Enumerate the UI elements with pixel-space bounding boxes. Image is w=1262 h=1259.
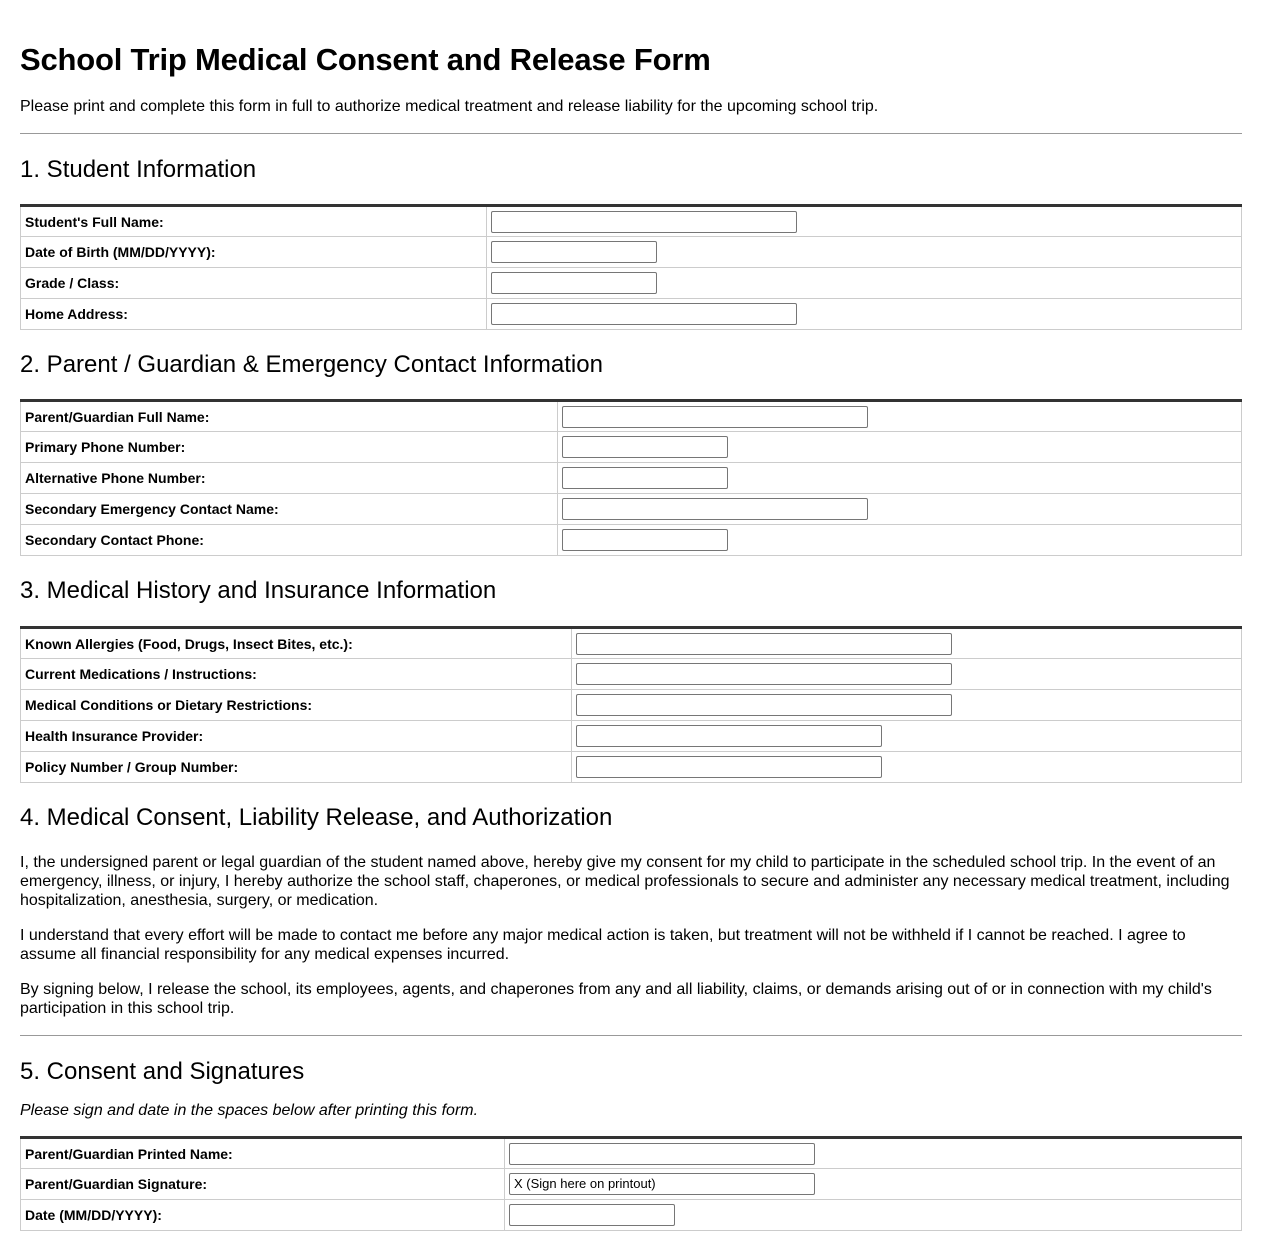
table-row: [21, 1138, 1242, 1169]
field-label: Home Address:: [21, 299, 487, 330]
divider: [20, 1035, 1242, 1036]
table-row: [21, 659, 1242, 690]
section-heading-guardian: 2. Parent / Guardian & Emergency Contact Information: [20, 351, 603, 378]
secondary-contact-name-input[interactable]: [562, 498, 868, 520]
consent-paragraph: I, the undersigned parent or legal guardian of the student named above, hereby give my consent for my child to participate in the scheduled school trip. In the event of an emergency, illness, or injury, I hereby authorize the school staff, chaperones, or medical professionals to secure and administer any necessary medical treatment, including hospitalization, anesthesia, surgery, or medication.: [20, 854, 1230, 909]
field-label: Primary Phone Number:: [21, 432, 558, 463]
field-label: Current Medications / Instructions:: [21, 659, 572, 690]
student-info-table: [20, 204, 1242, 330]
table-row: [21, 525, 1242, 556]
home-address-input[interactable]: [491, 303, 797, 325]
field-label: Parent/Guardian Signature:: [21, 1169, 505, 1200]
field-label: Grade / Class:: [21, 268, 487, 299]
table-row: [21, 237, 1242, 268]
divider: [20, 133, 1242, 134]
signature-date-input[interactable]: [509, 1204, 675, 1226]
field-label: Health Insurance Provider:: [21, 721, 572, 752]
field-label: Secondary Emergency Contact Name:: [21, 494, 558, 525]
field-label: Known Allergies (Food, Drugs, Insect Bites, etc.):: [21, 628, 572, 659]
table-row: [21, 1200, 1242, 1231]
section-heading-medical: 3. Medical History and Insurance Information: [20, 577, 497, 604]
secondary-contact-phone-input[interactable]: [562, 529, 728, 551]
section-heading-consent: 4. Medical Consent, Liability Release, and Authorization: [20, 804, 613, 831]
date-of-birth-input[interactable]: [491, 241, 657, 263]
medications-input[interactable]: [576, 663, 952, 685]
consent-paragraph: I understand that every effort will be made to contact me before any major medical action is taken, but treatment will not be withheld if I cannot be reached. I agree to assume all financial responsibility for any medical expenses incurred.: [20, 927, 1186, 963]
table-row: [21, 752, 1242, 783]
grade-class-input[interactable]: [491, 272, 657, 294]
page-title: School Trip Medical Consent and Release Form: [20, 42, 711, 77]
medical-history-table: [20, 626, 1242, 783]
table-row: [21, 432, 1242, 463]
field-label: Policy Number / Group Number:: [21, 752, 572, 783]
table-row: [21, 690, 1242, 721]
field-label: Student's Full Name:: [21, 206, 487, 237]
allergies-input[interactable]: [576, 633, 952, 655]
table-row: [21, 206, 1242, 237]
section-heading-signatures: 5. Consent and Signatures: [20, 1058, 305, 1085]
alternative-phone-input[interactable]: [562, 467, 728, 489]
table-row: [21, 299, 1242, 330]
printed-name-input[interactable]: [509, 1143, 815, 1165]
table-row: [21, 721, 1242, 752]
field-label: Date (MM/DD/YYYY):: [21, 1200, 505, 1231]
table-row: [21, 268, 1242, 299]
field-label: Date of Birth (MM/DD/YYYY):: [21, 237, 487, 268]
field-label: Medical Conditions or Dietary Restrictions:: [21, 690, 572, 721]
primary-phone-input[interactable]: [562, 436, 728, 458]
table-row: [21, 628, 1242, 659]
table-row: [21, 401, 1242, 432]
field-label: Alternative Phone Number:: [21, 463, 558, 494]
table-row: [21, 1169, 1242, 1200]
insurance-provider-input[interactable]: [576, 725, 882, 747]
table-row: [21, 463, 1242, 494]
signature-table: [20, 1136, 1242, 1231]
section-heading-student: 1. Student Information: [20, 156, 257, 183]
consent-paragraph: By signing below, I release the school, its employees, agents, and chaperones from any and all liability, claims, or demands arising out of or in connection with my child's participation in this school trip.: [20, 981, 1212, 1017]
medical-conditions-input[interactable]: [576, 694, 952, 716]
field-label: Parent/Guardian Full Name:: [21, 401, 558, 432]
field-label: Parent/Guardian Printed Name:: [21, 1138, 505, 1169]
signature-input[interactable]: X (Sign here on printout): [509, 1173, 815, 1195]
signature-note: Please sign and date in the spaces below after printing this form.: [20, 1102, 479, 1119]
table-row: [21, 494, 1242, 525]
guardian-contact-table: [20, 399, 1242, 556]
student-name-input[interactable]: [491, 211, 797, 233]
intro-text: Please print and complete this form in full to authorize medical treatment and release liability for the upcoming school trip.: [20, 98, 879, 115]
guardian-name-input[interactable]: [562, 406, 868, 428]
field-label: Secondary Contact Phone:: [21, 525, 558, 556]
policy-number-input[interactable]: [576, 756, 882, 778]
